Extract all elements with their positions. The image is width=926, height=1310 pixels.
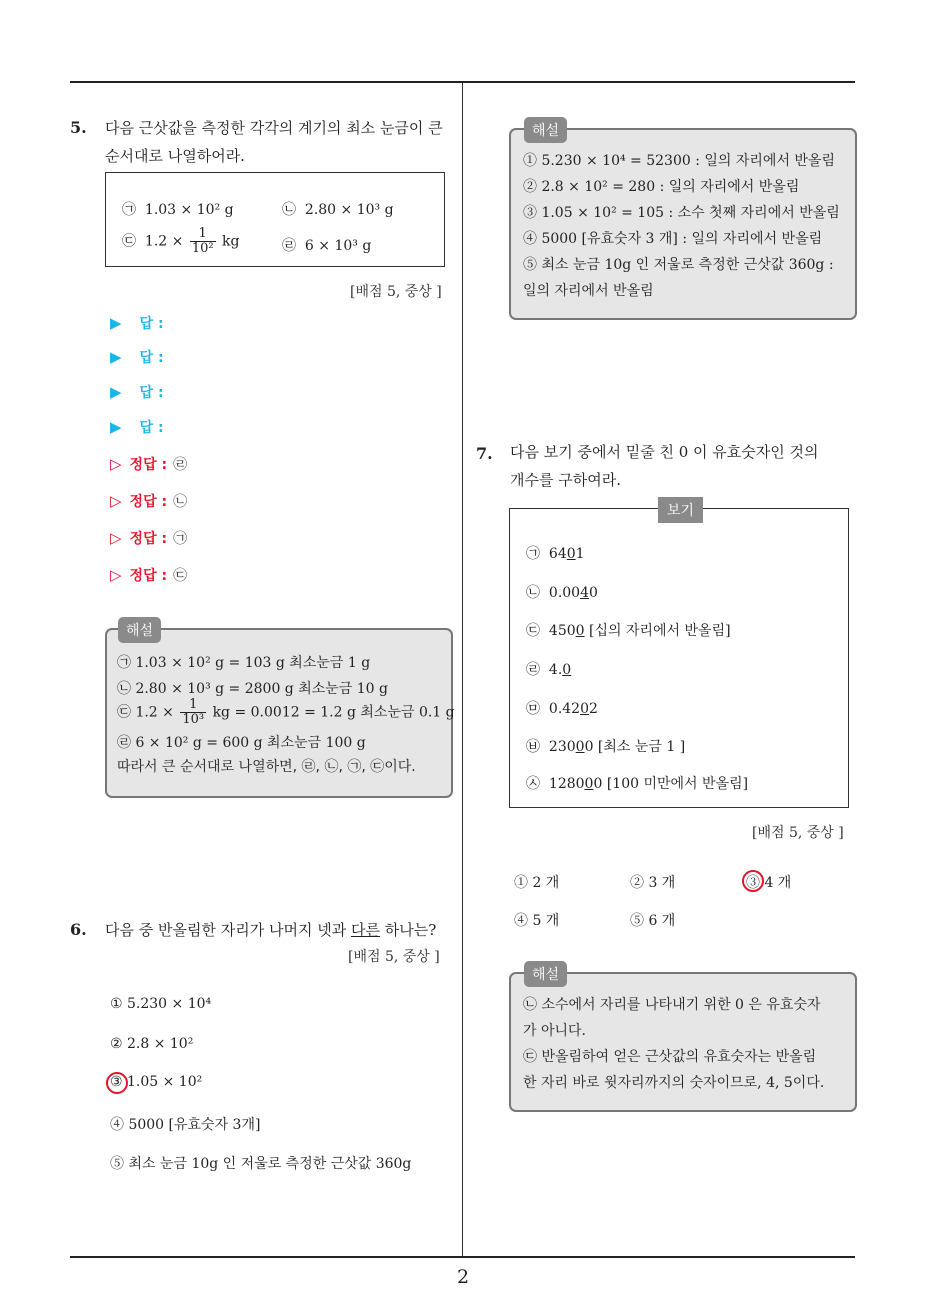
solution-line: ㉢ 1.2 × $\frac{1}{\text{10³}}$ kg = 0.0012 = 1.2 g 최소눈금 0.1 g bbox=[117, 697, 455, 727]
triangle-outline-icon: ▷ bbox=[110, 455, 122, 473]
example-item: ㉣ 4.0 bbox=[526, 662, 572, 678]
question-text: 다음 중 반올림한 자리가 나머지 넷과 다른 하나는? bbox=[105, 921, 437, 939]
example-item: ㉡ 0.0040 bbox=[526, 585, 598, 601]
option-5[interactable]: ⑤ 6 개 bbox=[630, 913, 676, 929]
points-label: [배점 5, 중상 ] bbox=[752, 825, 844, 841]
question-number: 6. bbox=[70, 920, 87, 939]
question-number: 7. bbox=[476, 444, 493, 463]
solution-line: ㉢ 반올림하여 얻은 근삿값의 유효숫자는 반올림 bbox=[523, 1049, 817, 1065]
example-box bbox=[509, 508, 849, 808]
solution-line: 가 아니다. bbox=[523, 1023, 586, 1039]
solution-line: ① 5.230 × 10⁴ = 52300 : 일의 자리에서 반올림 bbox=[523, 153, 835, 169]
option-2[interactable]: ② 2.8 × 10² bbox=[110, 1036, 194, 1052]
selected-circle-mark bbox=[742, 870, 764, 892]
fraction: $\frac{1}{\text{10³}}$ bbox=[182, 697, 205, 727]
solution-box bbox=[509, 972, 857, 1112]
play-icon: ▶ bbox=[110, 314, 122, 332]
answer-row: ▶ 답 : bbox=[110, 314, 164, 332]
solution-line: ㉠ 1.03 × 10² g = 103 g 최소눈금 1 g bbox=[117, 655, 371, 671]
solution-tag: 해설 bbox=[524, 117, 567, 143]
option-4[interactable]: ④ 5000 [유효숫자 3개] bbox=[110, 1117, 261, 1133]
correct-answer-row: ▷ 정답 : ㉢ bbox=[110, 566, 188, 584]
example-tag: 보기 bbox=[658, 497, 703, 523]
solution-line: ② 2.8 × 10² = 280 : 일의 자리에서 반올림 bbox=[523, 179, 800, 195]
choice-box bbox=[105, 172, 445, 267]
points-label: [배점 5, 중상 ] bbox=[348, 949, 440, 965]
choice-a: ㉠ 1.03 × 10² g bbox=[122, 202, 234, 218]
question-text-line2: 순서대로 나열하어라. bbox=[105, 147, 245, 165]
triangle-outline-icon: ▷ bbox=[110, 492, 122, 510]
correct-answer-row: ▷ 정답 : ㉡ bbox=[110, 492, 188, 510]
option-5[interactable]: ⑤ 최소 눈금 10g 인 저울로 측정한 근삿값 360g bbox=[110, 1156, 412, 1172]
option-3[interactable]: ③ 4 개 bbox=[746, 875, 792, 891]
triangle-outline-icon: ▷ bbox=[110, 529, 122, 547]
choice-b: ㉡ 2.80 × 10³ g bbox=[282, 202, 394, 218]
selected-circle-mark bbox=[106, 1072, 128, 1094]
solution-line: 일의 자리에서 반올림 bbox=[523, 283, 654, 299]
solution-line: ④ 5000 [유효숫자 3 개] : 일의 자리에서 반올림 bbox=[523, 231, 823, 247]
example-item: ㉠ 6401 bbox=[526, 546, 585, 562]
page-number: 2 bbox=[456, 1266, 470, 1288]
option-2[interactable]: ② 3 개 bbox=[630, 875, 676, 891]
question-text-line1: 다음 근삿값을 측정한 각각의 계기의 최소 눈금이 큰 bbox=[105, 119, 443, 137]
solution-line: ㉡ 2.80 × 10³ g = 2800 g 최소눈금 10 g bbox=[117, 681, 388, 697]
question-text-line2: 개수를 구하여라. bbox=[510, 471, 621, 489]
bottom-rule bbox=[70, 1256, 855, 1258]
example-item: ㉤ 0.4202 bbox=[526, 701, 598, 717]
fraction: $\frac{1}{\text{10²}}$ bbox=[191, 226, 214, 256]
solution-line: ⑤ 최소 눈금 10g 인 저울로 측정한 근삿값 360g : bbox=[523, 257, 834, 273]
solution-line: ㉣ 6 × 10² g = 600 g 최소눈금 100 g bbox=[117, 735, 366, 751]
answer-row: ▶ 답 : bbox=[110, 383, 164, 401]
option-4[interactable]: ④ 5 개 bbox=[514, 913, 560, 929]
choice-d: ㉣ 6 × 10³ g bbox=[282, 238, 372, 254]
example-item: ㉢ 4500 [십의 자리에서 반올림] bbox=[526, 623, 731, 639]
option-1[interactable]: ① 2 개 bbox=[514, 875, 560, 891]
question-number: 5. bbox=[70, 118, 87, 137]
points-label: [배점 5, 중상 ] bbox=[350, 284, 442, 300]
play-icon: ▶ bbox=[110, 383, 122, 401]
answer-row: ▶ 답 : bbox=[110, 348, 164, 366]
column-divider bbox=[462, 83, 463, 1256]
solution-line: 한 자리 바로 윗자리까지의 숫자이므로, 4, 5이다. bbox=[523, 1075, 825, 1091]
solution-box bbox=[509, 128, 857, 320]
option-1[interactable]: ① 5.230 × 10⁴ bbox=[110, 996, 212, 1012]
play-icon: ▶ bbox=[110, 418, 122, 436]
answer-row: ▶ 답 : bbox=[110, 418, 164, 436]
play-icon: ▶ bbox=[110, 348, 122, 366]
example-item: ㉥ 23000 [최소 눈금 1 ] bbox=[526, 739, 686, 755]
solution-tag: 해설 bbox=[524, 961, 567, 987]
triangle-outline-icon: ▷ bbox=[110, 566, 122, 584]
solution-conclusion: 따라서 큰 순서대로 나열하면, ㉣, ㉡, ㉠, ㉢이다. bbox=[117, 759, 416, 775]
correct-answer-row: ▷ 정답 : ㉠ bbox=[110, 529, 188, 547]
solution-line: ③ 1.05 × 10² = 105 : 소수 첫째 자리에서 반올림 bbox=[523, 205, 840, 221]
example-item: ㉦ 128000 [100 미만에서 반올림] bbox=[526, 776, 749, 792]
question-text-line1: 다음 보기 중에서 밑줄 친 0 이 유효숫자인 것의 bbox=[510, 443, 819, 461]
option-3[interactable]: ③ 1.05 × 10² bbox=[110, 1074, 203, 1090]
correct-answer-row: ▷ 정답 : ㉣ bbox=[110, 455, 188, 473]
solution-tag: 해설 bbox=[118, 617, 161, 643]
choice-c: ㉢ 1.2 × $\frac{1}{\text{10²}}$ kg bbox=[122, 226, 240, 256]
solution-box bbox=[105, 628, 453, 798]
solution-line: ㉡ 소수에서 자리를 나타내기 위한 0 은 유효숫자 bbox=[523, 997, 821, 1013]
